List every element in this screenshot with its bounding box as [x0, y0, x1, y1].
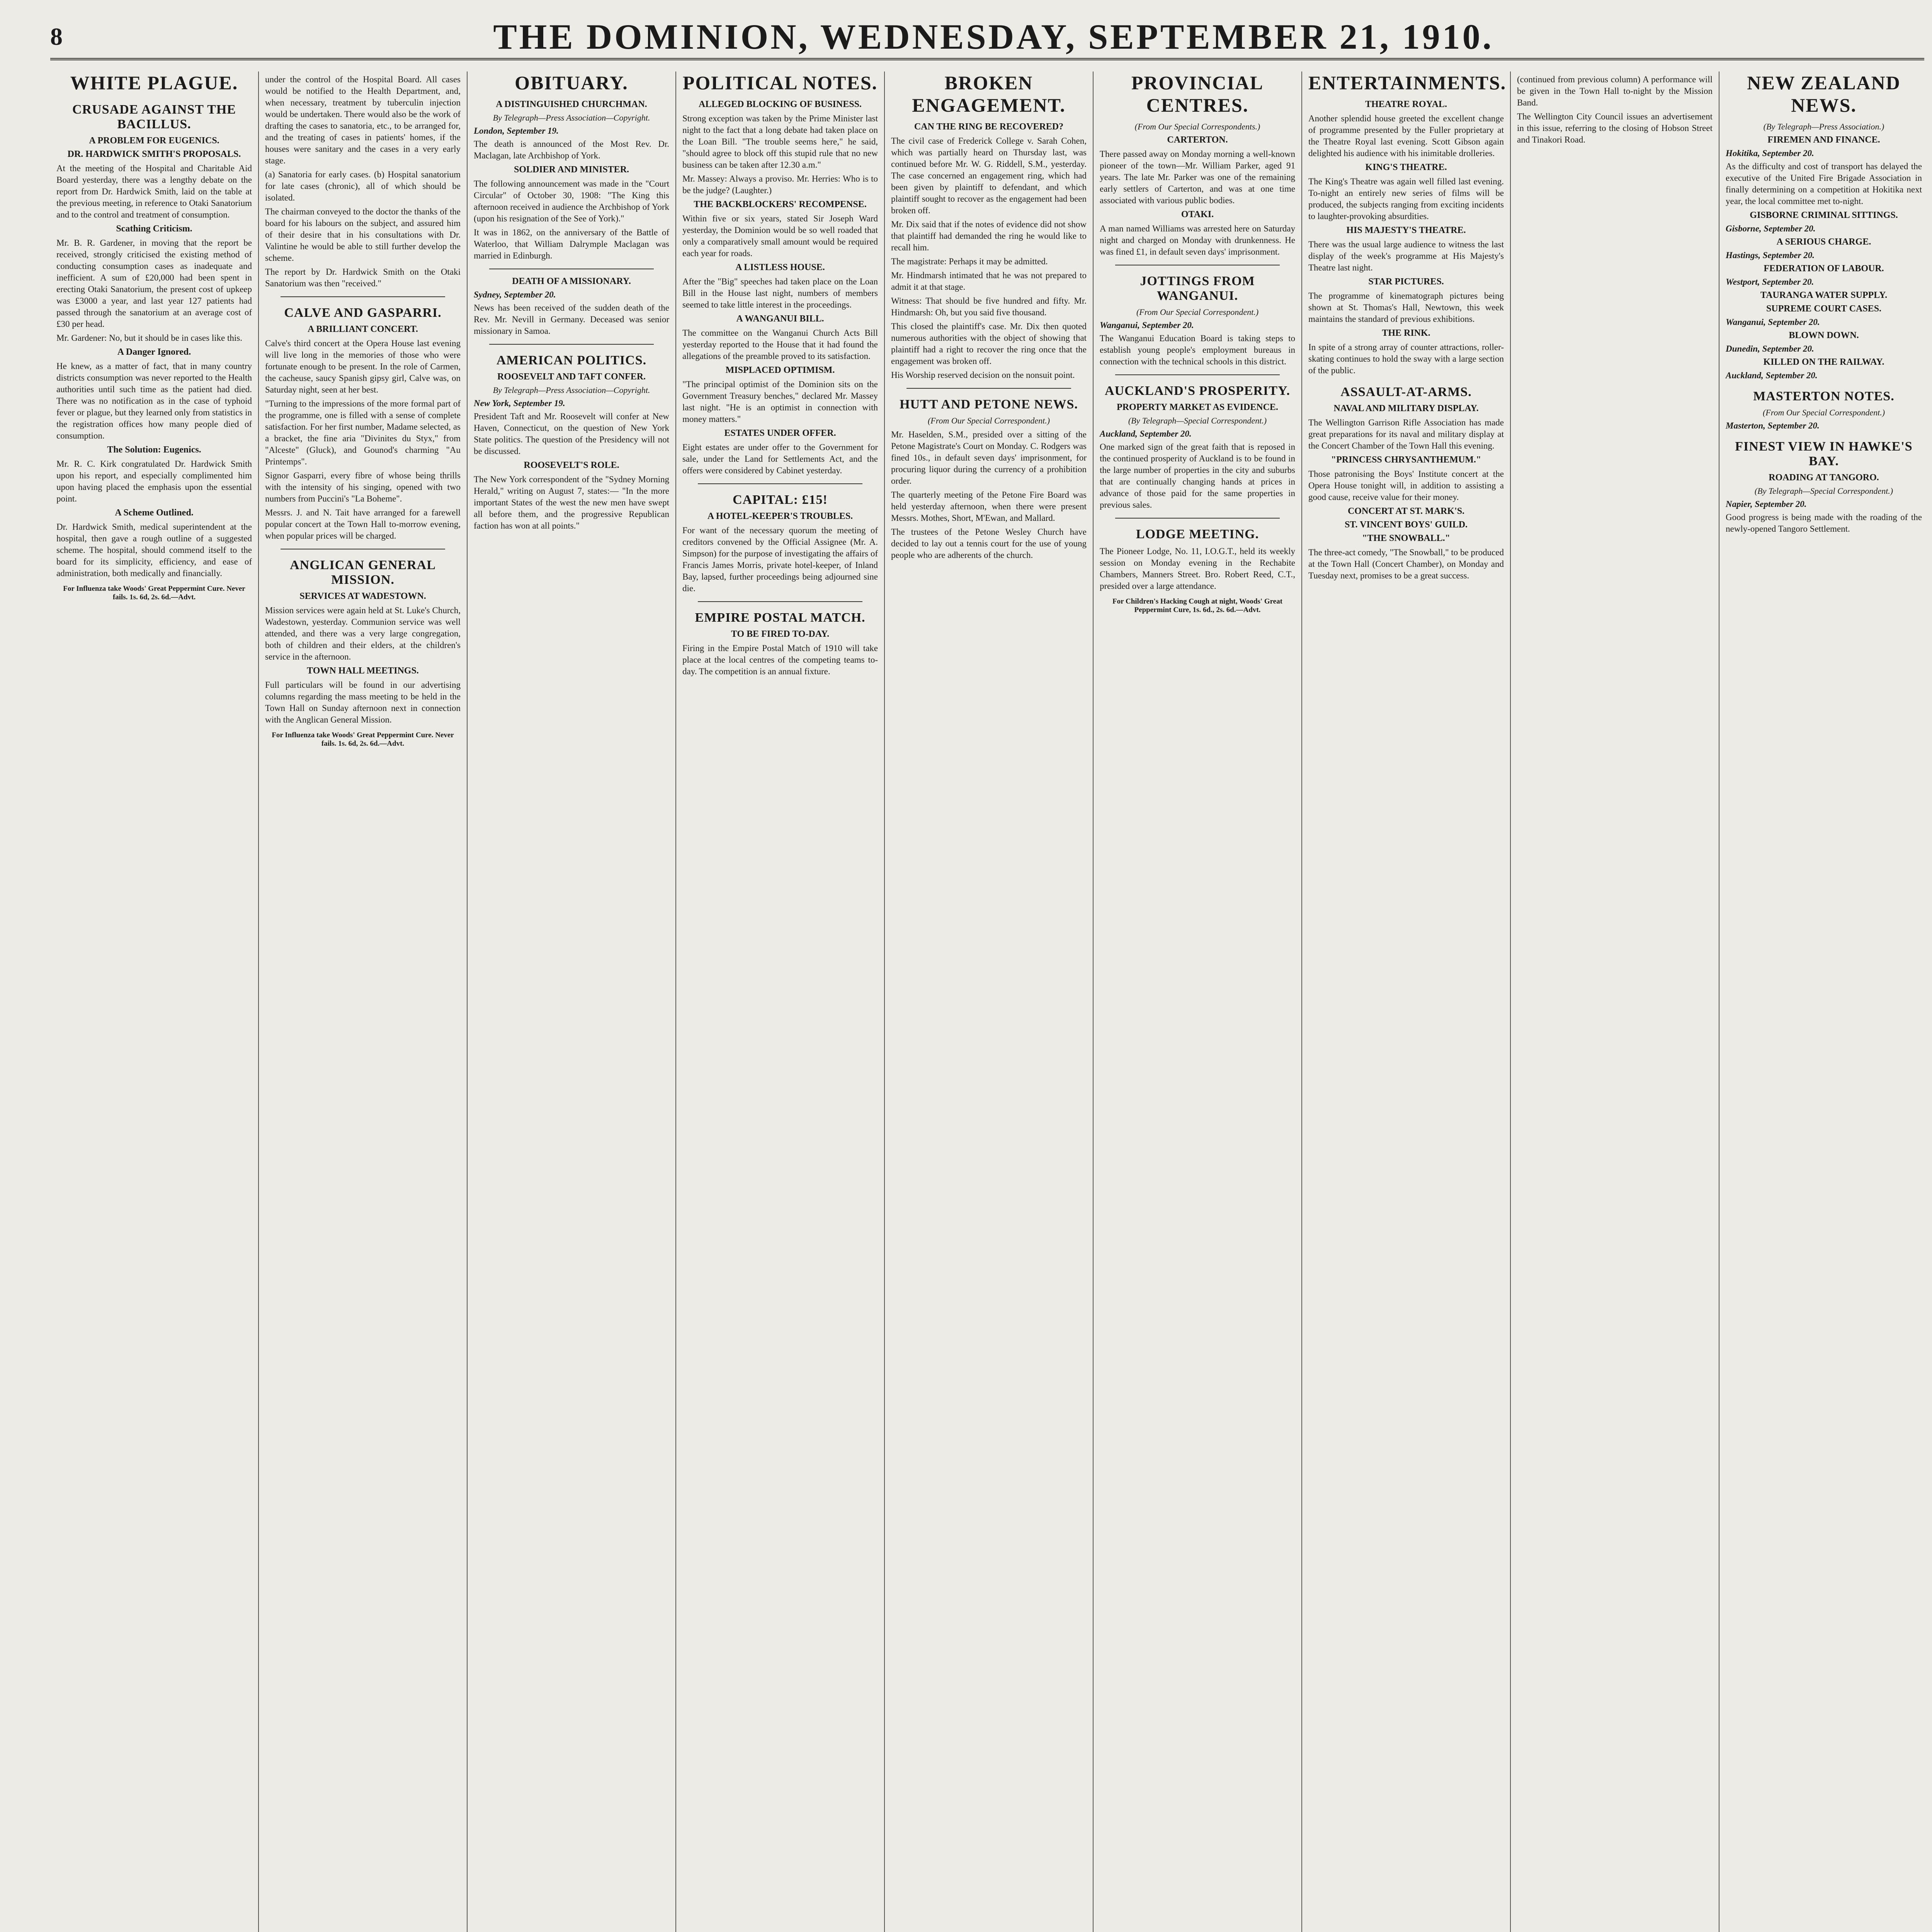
column-6: [1094, 71, 1302, 1932]
article-paragraph: Mr. Dix said that if the notes of evidence did not show that plaintiff had demanded the ring he would like to recall him.: [891, 219, 1087, 252]
page-title: THE DOMINION, WEDNESDAY, SEPTEMBER 21, 1910.: [493, 17, 1494, 56]
subheading: A SERIOUS CHARGE.: [1776, 237, 1871, 247]
subheading: ROOSEVELT'S ROLE.: [524, 460, 619, 470]
dateline: Hokitika, September 20.: [1726, 148, 1814, 158]
column-4: [676, 71, 885, 1932]
column-heading: PROVINCIAL CENTRES.: [1131, 72, 1264, 116]
dateline: Napier, September 20.: [1726, 499, 1807, 509]
subheading: THE BACKBLOCKERS' RECOMPENSE.: [694, 199, 867, 209]
subheading: CARTERTON.: [1167, 135, 1228, 145]
dateline: Wanganui, September 20.: [1100, 320, 1194, 330]
subheading: A Scheme Outlined.: [115, 508, 194, 518]
subheading: KILLED ON THE RAILWAY.: [1763, 357, 1884, 367]
column-8: [1511, 71, 1719, 1932]
article-paragraph: Witness: That should be five hundred and fifty. Mr. Hindmarsh: Oh, but you said five thousand.: [891, 296, 1087, 317]
dateline: Dunedin, September 20.: [1726, 344, 1814, 354]
section-heading: CAPITAL: £15!: [733, 493, 828, 507]
article-paragraph: In spite of a strong array of counter attractions, roller-skating continues to hold the sway with a large section of the public.: [1308, 342, 1504, 375]
article-paragraph: His Worship reserved decision on the nonsuit point.: [891, 370, 1075, 380]
article-paragraph: He knew, as a matter of fact, that in many country districts consumption was never reported to the Health authorities until such time as the patient had died. There was no notification as in the case of typhoid fever or plague, but they learned only from statistics in the registration offices how many people died of consumption.: [56, 361, 252, 440]
dateline: Sydney, September 20.: [474, 290, 556, 299]
subheading: KING'S THEATRE.: [1365, 162, 1447, 172]
subheading: ROOSEVELT AND TAFT CONFER.: [497, 372, 646, 382]
dateline: Hastings, September 20.: [1726, 250, 1815, 260]
article-paragraph: Those patronising the Boys' Institute concert at the Opera House tonight will, in addition to assisting a good cause, receive value for their money.: [1308, 469, 1504, 502]
section-heading: ANGLICAN GENERAL MISSION.: [290, 558, 436, 587]
page-number: 8: [50, 23, 63, 50]
column-rule: [698, 601, 862, 602]
article-paragraph: The chairman conveyed to the doctor the thanks of the board for his labours on the subject, and assured him of their desire that in his consultations with Dr. Valintine he would be able to still further develop the scheme.: [265, 207, 461, 263]
byline: (By Telegraph—Press Association.): [1763, 122, 1884, 131]
subheading: FIREMEN AND FINANCE.: [1767, 135, 1880, 145]
article-paragraph: President Taft and Mr. Roosevelt will confer at New Haven, Connecticut, on the question of New York State politics. The question of the Presidency will not be discussed.: [474, 412, 669, 456]
column-heading: ENTERTAINMENTS.: [1308, 72, 1507, 94]
article-paragraph: Mission services were again held at St. Luke's Church, Wadestown, yesterday. Communion service was well attended, and there was a very large congregation, both of children and their elders, at the children's service in the afternoon.: [265, 605, 461, 662]
subheading: FEDERATION OF LABOUR.: [1764, 264, 1884, 274]
subheading: GISBORNE CRIMINAL SITTINGS.: [1750, 210, 1898, 220]
dateline: New York, September 19.: [474, 398, 565, 408]
subheading: SOLDIER AND MINISTER.: [514, 165, 629, 175]
dateline: London, September 19.: [474, 126, 559, 136]
article-paragraph: The three-act comedy, "The Snowball," to be produced at the Town Hall (Concert Chamber), on Monday and Tuesday next, promises to be a great success.: [1308, 548, 1504, 580]
article-paragraph: Another splendid house greeted the excellent change of programme presented by the Fuller proprietary at the Theatre Royal last evening. Scott Gibson again delighted his audience with his inimitable drolleries.: [1308, 114, 1504, 158]
subheading: A Danger Ignored.: [117, 347, 191, 357]
column-3: [468, 71, 676, 1932]
subheading: TO BE FIRED TO-DAY.: [731, 629, 830, 639]
byline: (From Our Special Correspondent.): [927, 416, 1050, 425]
subheading: A BRILLIANT CONCERT.: [308, 324, 418, 334]
subheading: BLOWN DOWN.: [1789, 330, 1859, 340]
section-heading: AUCKLAND'S PROSPERITY.: [1105, 384, 1290, 398]
subheading: DR. HARDWICK SMITH'S PROPOSALS.: [67, 149, 241, 159]
subheading: STAR PICTURES.: [1368, 277, 1444, 287]
dateline: Auckland, September 20.: [1100, 429, 1192, 439]
section-heading: AMERICAN POLITICS.: [496, 353, 647, 367]
column-rule: [698, 483, 862, 484]
column-7: [1302, 71, 1511, 1932]
subheading: DEATH OF A MISSIONARY.: [512, 276, 631, 286]
subheading: TAURANGA WATER SUPPLY.: [1760, 290, 1888, 300]
section-heading: LODGE MEETING.: [1136, 527, 1259, 541]
subheading: The Solution: Eugenics.: [107, 445, 201, 455]
article-paragraph: Signor Gasparri, every fibre of whose being thrills with the intensity of his singing, opened with two numbers from Puccini's "La Boheme".: [265, 471, 461, 503]
column-rule: [1115, 374, 1280, 375]
dateline: Gisborne, September 20.: [1726, 224, 1816, 233]
subheading: TOWN HALL MEETINGS.: [307, 666, 419, 676]
section-heading: HUTT AND PETONE NEWS.: [900, 397, 1078, 412]
section-heading: FINEST VIEW IN HAWKE'S BAY.: [1735, 439, 1913, 468]
column-rule: [906, 388, 1071, 389]
advertisement: For Influenza take Woods' Great Peppermint Cure. Never fails. 1s. 6d, 2s. 6d.—Advt.: [272, 731, 454, 748]
article-paragraph: This closed the plaintiff's case. Mr. Dix then quoted numerous authorities with the object of showing that plaintiff had a right to recover the ring once that the engagement was broken off.: [891, 321, 1087, 366]
advertisement: For Children's Hacking Cough at night, Woods' Great Peppermint Cure, 1s. 6d., 2s. 6d.—Advt.: [1112, 597, 1282, 614]
article-paragraph: (continued from previous column) A performance will be given in the Town Hall to-night by the Mission Band.: [1517, 75, 1713, 107]
article-paragraph: The magistrate: Perhaps it may be admitted.: [891, 257, 1048, 266]
article-paragraph: The Wanganui Education Board is taking steps to establish young people's employment bureaus in connection with the technical schools in this district.: [1100, 333, 1295, 366]
byline: (By Telegraph—Special Correspondent.): [1754, 486, 1893, 496]
dateline: Wanganui, September 20.: [1726, 317, 1820, 327]
column-heading: BROKEN ENGAGEMENT.: [912, 72, 1066, 116]
article-paragraph: Strong exception was taken by the Prime Minister last night to the fact that a long debate had taken place on the Loan Bill. "The trouble seems here," he said, "should agree to block off this stupid rule that no new business can be taken after 12.30 a.m.": [682, 114, 878, 170]
article-paragraph: For want of the necessary quorum the meeting of creditors convened by the Official Assignee (Mr. A. Simpson) for the purpose of investigating the affairs of Francis James Morris, private hotel-keeper, of Inland Bay, lapsed, further proceedings being adjourned sine die.: [682, 526, 878, 593]
article-paragraph: It was in 1862, on the anniversary of the Battle of Waterloo, that William Dalrymple Maclagan was married in Edinburgh.: [474, 228, 669, 260]
article-paragraph: One marked sign of the great faith that is reposed in the continued prosperity of Auckland is to be found in the large number of properties in the city and suburbs that are continually changing hands at prices in advance of those paid for the same properties in previous sales.: [1100, 442, 1295, 510]
article-paragraph: (a) Sanatoria for early cases. (b) Hospital sanatorium for late cases (chronic), all of which should be isolated.: [265, 170, 461, 202]
article-paragraph: News has been received of the sudden death of the Rev. Mr. Nevill in Germany. Deceased was senior missionary in Samoa.: [474, 303, 669, 336]
subheading: PROPERTY MARKET AS EVIDENCE.: [1117, 402, 1278, 412]
subheading: A PROBLEM FOR EUGENICS.: [89, 136, 219, 146]
subheading: THE RINK.: [1382, 328, 1430, 338]
article-paragraph: The report by Dr. Hardwick Smith on the Otaki Sanatorium was then "received.": [265, 267, 461, 288]
article-paragraph: The programme of kinematograph pictures being shown at St. Thomas's Hall, Newtown, this week maintains the standard of previous exhibitions.: [1308, 291, 1504, 324]
article-paragraph: "The principal optimist of the Dominion sits on the Government Treasury benches," declared Mr. Massey last night. "He is an optimist in connection with money matters.": [682, 379, 878, 424]
byline: (From Our Special Correspondents.): [1134, 122, 1260, 131]
article-paragraph: A man named Williams was arrested here on Saturday night and charged on Monday with drunkenness. He was fined £1, in default seven days' imprisonment.: [1100, 224, 1295, 257]
subheading: Scathing Criticism.: [116, 224, 192, 234]
column-heading: OBITUARY.: [515, 72, 628, 94]
subheading: THEATRE ROYAL.: [1365, 99, 1447, 109]
subheading: NAVAL AND MILITARY DISPLAY.: [1333, 403, 1479, 413]
column-rule: [489, 344, 654, 345]
article-paragraph: The civil case of Frederick College v. Sarah Cohen, which was partially heard on Thursday last, was continued before Mr. W. G. Riddell, S.M., yesterday. The case concerned an engagement ring, which had been given by plaintiff to defendant, and which plaintiff sought to recover as the engagement had been broken off.: [891, 136, 1087, 215]
column-2: [259, 71, 468, 1932]
article-paragraph: Mr. Haselden, S.M., presided over a sitting of the Petone Magistrate's Court on Monday. C. Rodgers was fined 10s., in default seven days' imprisonment, for procuring liquor during the currency of a prohibition order.: [891, 430, 1087, 486]
subheading: "THE SNOWBALL.": [1362, 533, 1451, 543]
article-paragraph: The King's Theatre was again well filled last evening. To-night an entirely new series of films will be produced, the subjects ranging from exciting incidents to laughter-provoking absurdities.: [1308, 177, 1504, 221]
subheading: A DISTINGUISHED CHURCHMAN.: [496, 99, 647, 109]
article-paragraph: The Wellington City Council issues an advertisement in this issue, referring to the closing of Hobson Street and Tinakori Road.: [1517, 112, 1713, 145]
column-rule: [1115, 518, 1280, 519]
advertisement: For Influenza take Woods' Great Peppermint Cure. Never fails. 1s. 6d, 2s. 6d.—Advt.: [63, 585, 245, 601]
subheading: A HOTEL-KEEPER'S TROUBLES.: [707, 511, 853, 521]
article-paragraph: Dr. Hardwick Smith, medical superintendent at the hospital, then gave a rough outline of a suggested scheme. The hospital, should commend itself to the board for its simplicity, efficiency, and ease of administration, both medically and financially.: [56, 522, 252, 578]
section-heading: JOTTINGS FROM WANGANUI.: [1140, 274, 1255, 303]
section-heading: EMPIRE POSTAL MATCH.: [695, 611, 866, 625]
article-paragraph: Eight estates are under offer to the Government for sale, under the Land for Settlements Act, and the offers were considered by Cabinet yesterday.: [682, 442, 878, 475]
article-paragraph: There was the usual large audience to witness the last display of the week's programme at His Majesty's Theatre last night.: [1308, 240, 1504, 272]
subheading: SUPREME COURT CASES.: [1766, 304, 1882, 314]
subheading: A WANGANUI BILL.: [736, 314, 824, 324]
article-paragraph: The death is announced of the Most Rev. Dr. Maclagan, late Archbishop of York.: [474, 139, 669, 160]
subheading: ST. VINCENT BOYS' GUILD.: [1344, 520, 1468, 530]
subheading: A LISTLESS HOUSE.: [735, 262, 825, 272]
article-paragraph: Mr. Hindmarsh intimated that he was not prepared to admit it at that stage.: [891, 270, 1087, 292]
article-paragraph: As the difficulty and cost of transport has delayed the executive of the United Fire Brigade Association in finally determining on a competition at Hokitika next year, the local committee met to-night.: [1726, 162, 1922, 206]
column-1: [50, 71, 259, 1932]
article-paragraph: The trustees of the Petone Wesley Church have decided to lay out a tennis court for the use of young people who are adherents of the church.: [891, 527, 1087, 560]
column-5: [885, 71, 1094, 1932]
subheading: MISPLACED OPTIMISM.: [725, 365, 835, 375]
article-paragraph: Messrs. J. and N. Tait have arranged for a farewell popular concert at the Town Hall to-morrow evening, when popular prices will be charged.: [265, 508, 461, 541]
article-paragraph: The New York correspondent of the "Sydney Morning Herald," writing on August 7, states:— "In the more important States of the west the new men have swept all before them, and the progressive Republican faction has won at all points.": [474, 474, 669, 531]
article-paragraph: There passed away on Monday morning a well-known pioneer of the town—Mr. William Parker, aged 91 years. The late Mr. Parker was one of the remaining early settlers of Carterton, and was at one time associated with various public bodies.: [1100, 149, 1295, 205]
subheading: ALLEGED BLOCKING OF BUSINESS.: [699, 99, 862, 109]
section-heading: MASTERTON NOTES.: [1753, 389, 1895, 403]
dateline: Masterton, September 20.: [1726, 421, 1820, 430]
article-paragraph: "Turning to the impressions of the more formal part of the programme, one is filled with a sense of complete satisfaction. For her first number, Madame selected, as a bracket, the fine aria "Divinites du Styx," from "Alceste" (Gluck), and Gounod's charming "Au Printemps".: [265, 399, 461, 466]
article-paragraph: The quarterly meeting of the Petone Fire Board was held yesterday afternoon, when there were present Messrs. Mothes, Short, M'Ewan, and Mallard.: [891, 490, 1087, 523]
article-paragraph: Mr. R. C. Kirk congratulated Dr. Hardwick Smith upon his report, and especially complimented him upon having placed the emphasis upon the essential point.: [56, 459, 252, 503]
subheading: HIS MAJESTY'S THEATRE.: [1346, 225, 1466, 235]
article-paragraph: Within five or six years, stated Sir Joseph Ward yesterday, the Dominion would be so well roaded that only a comparatively small amount would be required each year for roads.: [682, 214, 878, 258]
article-paragraph: Firing in the Empire Postal Match of 1910 will take place at the local centres of the competing teams to-day. The competition is an annual fixture.: [682, 643, 878, 676]
article-paragraph: under the control of the Hospital Board. All cases would be notified to the Health Department, and, when necessary, treatment by tuberculin injection would be undertaken. There would also be the work of drafting the cases to sanatoria, etc., to be arranged for, and the treating of cases in patients' homes, if the houses were sanitary and the cases in a very early stage.: [265, 75, 461, 165]
column-heading: POLITICAL NOTES.: [682, 72, 878, 94]
subheading: SERVICES AT WADESTOWN.: [299, 591, 426, 601]
masthead: [50, 15, 1924, 60]
article-paragraph: At the meeting of the Hospital and Charitable Aid Board yesterday, there was a lengthy debate on the report from Dr. Hardwick Smith, laid on the table at the previous meeting, in reference to Otaki Sanatorium and to the control and treatment of consumption.: [56, 163, 252, 219]
article-paragraph: The Wellington Garrison Rifle Association has made great preparations for its naval and military display at the Concert Chamber of the Town Hall this evening.: [1308, 418, 1504, 451]
byline: (From Our Special Correspondent.): [1136, 307, 1259, 317]
subheading: "PRINCESS CHRYSANTHEMUM.": [1331, 455, 1481, 465]
subheading: ESTATES UNDER OFFER.: [724, 428, 836, 438]
byline: By Telegraph—Press Association—Copyright.: [493, 113, 650, 122]
article-paragraph: Mr. Gardener: No, but it should be in cases like this.: [56, 333, 243, 343]
article-paragraph: After the "Big" speeches had taken place on the Loan Bill in the House last night, numbers of members seemed to take little interest in the proceedings.: [682, 277, 878, 310]
article-paragraph: The committee on the Wanganui Church Acts Bill yesterday reported to the House that it had found the allegations of the preamble proved to its satisfaction.: [682, 328, 878, 361]
byline: (From Our Special Correspondent.): [1762, 408, 1885, 417]
article-paragraph: The following announcement was made in the "Court Circular" of October 30, 1908: "The King this afternoon received in audience the Archbishop of York (upon his resignation of the See of York).": [474, 179, 669, 223]
byline: (By Telegraph—Special Correspondent.): [1128, 416, 1267, 425]
dateline: Westport, September 20.: [1726, 277, 1814, 287]
article-paragraph: Mr. B. R. Gardener, in moving that the report be received, strongly criticised the existing method of conducting consumption cases as inadequate and inefficient. A sum of £20,000 had been spent in erecting Otaki Sanatorium, the present cost of upkeep was £3000 a year, and last year 127 patients had passed through the sanatorium at an average cost of £30 per head.: [56, 238, 252, 329]
subheading: CAN THE RING BE RECOVERED?: [914, 122, 1064, 132]
subheading: ROADING AT TANGORO.: [1769, 473, 1879, 483]
byline: By Telegraph—Press Association—Copyright.: [493, 385, 650, 395]
article-paragraph: Full particulars will be found in our advertising columns regarding the mass meeting to be held in the Town Hall on Sunday afternoon next in connection with the Anglican General Mission.: [265, 680, 461, 724]
article-paragraph: Good progress is being made with the roading of the newly-opened Tangoro Settlement.: [1726, 512, 1922, 534]
column-heading: WHITE PLAGUE.: [70, 72, 238, 94]
subheading: CONCERT AT ST. MARK'S.: [1347, 506, 1465, 516]
column-9: [1719, 71, 1928, 1932]
column-rule: [281, 296, 445, 297]
section-heading: CRUSADE AGAINST THE BACILLUS.: [72, 102, 236, 131]
column-heading: NEW ZEALAND NEWS.: [1747, 72, 1901, 116]
dateline: Auckland, September 20.: [1726, 371, 1818, 380]
article-paragraph: Calve's third concert at the Opera House last evening will live long in the memories of those who were fortunate enough to be present. In the role of Carmen, the cacheuse, saucy Spanish gipsy girl, Calve was, on Saturday night, seen at her best.: [265, 338, 461, 395]
columns-container: [50, 71, 1928, 1932]
section-heading: CALVE AND GASPARRI.: [284, 306, 442, 320]
section-heading: ASSAULT-AT-ARMS.: [1340, 385, 1472, 399]
subheading: OTAKI.: [1181, 209, 1214, 219]
article-paragraph: Mr. Massey: Always a proviso. Mr. Herries: Who is to be the judge? (Laughter.): [682, 174, 878, 195]
article-paragraph: The Pioneer Lodge, No. 11, I.O.G.T., held its weekly session on Monday evening in the Rechabite Chambers, Manners Street. Bro. Robert Reed, C.T., presided over a large attendance.: [1100, 546, 1295, 591]
